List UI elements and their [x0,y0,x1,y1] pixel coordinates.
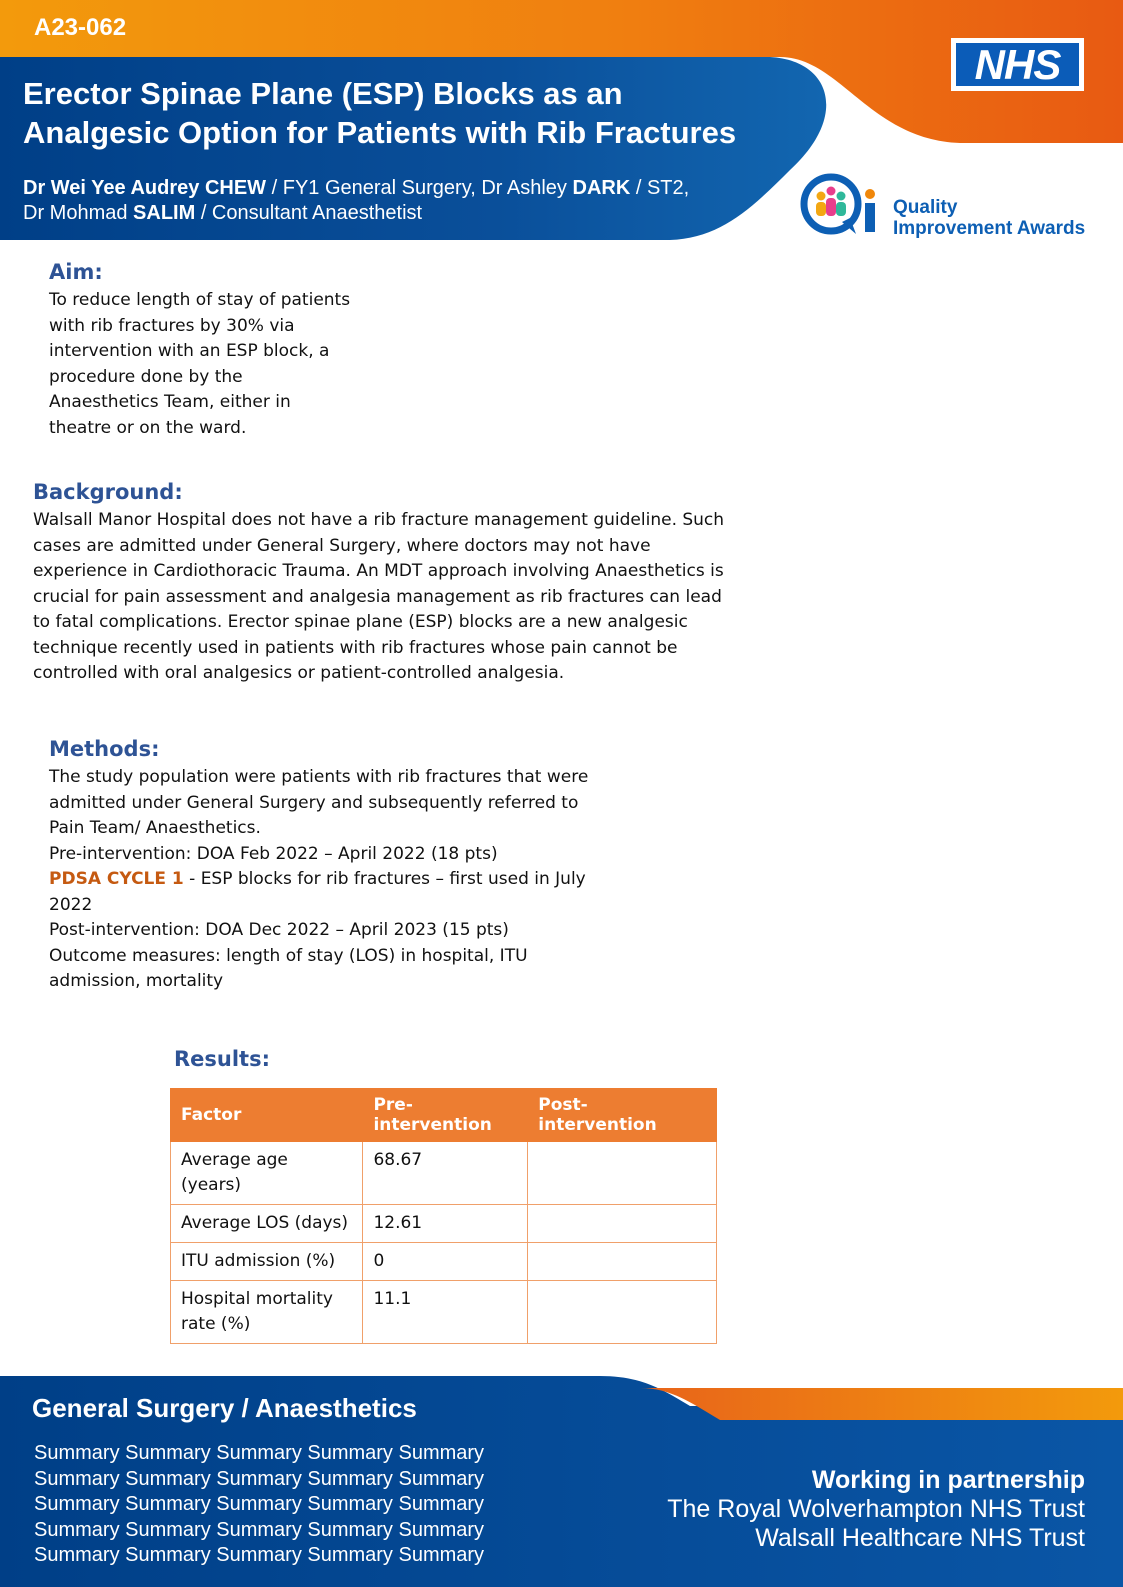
summary-line: Summary Summary Summary Summary Summary [34,1442,485,1464]
methods-text [49,765,639,995]
authors [23,176,763,226]
methods-pdsa-line [49,867,639,893]
pdsa-cycle-text: - ESP blocks for rib fractures – first used in July [183,869,586,889]
table-cell: 68.67 [363,1142,528,1205]
author-2-name: Dr Ashley [481,177,567,199]
authors-line-1 [23,176,763,201]
author-3-role: / Consultant Anaesthetist [195,202,423,224]
methods-line: Post-intervention: DOA Dec 2022 – April 2023 (15 pts) [49,920,509,940]
methods-heading: Methods: [49,737,160,761]
background-line: cases are admitted under General Surgery, where doctors may not have [33,535,651,556]
author-3-surname: SALIM [133,202,196,224]
methods-line: 2022 [49,894,93,915]
author-1-name: Dr Wei Yee Audrey [23,177,200,199]
column-header: Pre-intervention [363,1089,528,1142]
table-row [171,1243,717,1281]
author-2-surname: DARK [572,177,631,199]
partnership-block [667,1466,1085,1553]
qi-award-text [893,197,1085,239]
aim-line: with rib fractures by 30% via [49,315,295,336]
nhs-logo-text: NHS [956,43,1079,86]
methods-line: Outcome measures: length of stay (LOS) in hospital, ITU [49,945,528,966]
author-1-role: / FY1 General Surgery, [266,177,482,199]
background-heading: Background: [33,480,183,504]
background-line: Walsall Manor Hospital does not have a rib fracture management guideline. Such [33,510,725,530]
partner-trust-1: The Royal Wolverhampton NHS Trust [667,1495,1085,1523]
table-cell: 0 [363,1243,528,1281]
poster-id: A23-062 [34,14,127,41]
summary-line: Summary Summary Summary Summary Summary [34,1493,485,1515]
methods-line: The study population were patients with rib fractures that were [49,767,589,787]
background-line: crucial for pain assessment and analgesia management as rib fractures can lead [33,586,722,607]
background-line: technique recently used in patients with rib fractures whose pain cannot be [33,637,678,658]
aim-heading: Aim: [49,260,103,284]
partnership-heading: Working in partnership [811,1466,1085,1494]
author-3-name: Dr Mohmad [23,202,128,224]
summary-text [34,1441,484,1569]
table-cell: Average LOS (days) [171,1205,363,1243]
qi-logo-icon [798,172,880,240]
aim-line: intervention with an ESP block, a [49,341,330,361]
title-line-1: Erector Spinae Plane (ESP) Blocks as an [23,76,623,111]
column-header: Factor [171,1089,363,1142]
background-text [33,508,753,687]
background-line: to fatal complications. Erector spinae plane (ESP) blocks are a new analgesic [33,612,688,632]
table-cell: Average age (years) [171,1142,363,1205]
table-cell: 11.1 [363,1281,528,1344]
column-header: Post-intervention [528,1089,717,1142]
methods-line: Pre-intervention: DOA Feb 2022 – April 2022 (18 pts) [49,843,498,864]
pdsa-cycle-label: PDSA CYCLE 1 [49,869,184,889]
aim-text [49,288,379,441]
results-heading: Results: [174,1047,270,1071]
table-cell [528,1205,717,1243]
author-2-role: / ST2, [630,177,690,199]
aim-line: procedure done by the [49,366,243,387]
table-row [171,1281,717,1344]
table-cell [528,1142,717,1205]
methods-line: admitted under General Surgery and subsequently referred to [49,792,579,813]
poster-title [23,74,823,152]
summary-line: Summary Summary Summary Summary Summary [34,1518,485,1541]
table-cell: 12.61 [363,1205,528,1243]
footer-department: General Surgery / Anaesthetics [32,1393,417,1423]
aim-line: theatre or on the ward. [49,417,247,438]
summary-line: Summary Summary Summary Summary Summary [34,1467,485,1490]
title-line-2: Analgesic Option for Patients with Rib Fractures [23,115,737,150]
qi-award-line-2: Improvement Awards [893,218,1086,239]
table-row [171,1142,717,1205]
results-header-row [171,1089,717,1142]
table-cell [528,1281,717,1344]
table-row [171,1205,717,1243]
aim-line: Anaesthetics Team, either in [49,392,291,412]
partner-trust-2: Walsall Healthcare NHS Trust [755,1524,1085,1552]
results-table [170,1088,717,1344]
table-cell [528,1243,717,1281]
author-1-surname: CHEW [204,177,267,199]
background-line: controlled with oral analgesics or patient-controlled analgesia. [33,663,565,683]
authors-line-2 [23,201,763,226]
background-line: experience in Cardiothoracic Trauma. An MDT approach involving Anaesthetics is [33,561,724,581]
aim-line: To reduce length of stay of patients [49,290,351,310]
summary-line: Summary Summary Summary Summary Summary [34,1544,485,1566]
methods-line: admission, mortality [49,971,224,991]
table-cell: ITU admission (%) [171,1243,363,1281]
methods-line: Pain Team/ Anaesthetics. [49,818,261,838]
table-cell: Hospital mortality rate (%) [171,1281,363,1344]
qi-award-line-1: Quality [893,197,958,218]
nhs-logo [951,38,1084,91]
